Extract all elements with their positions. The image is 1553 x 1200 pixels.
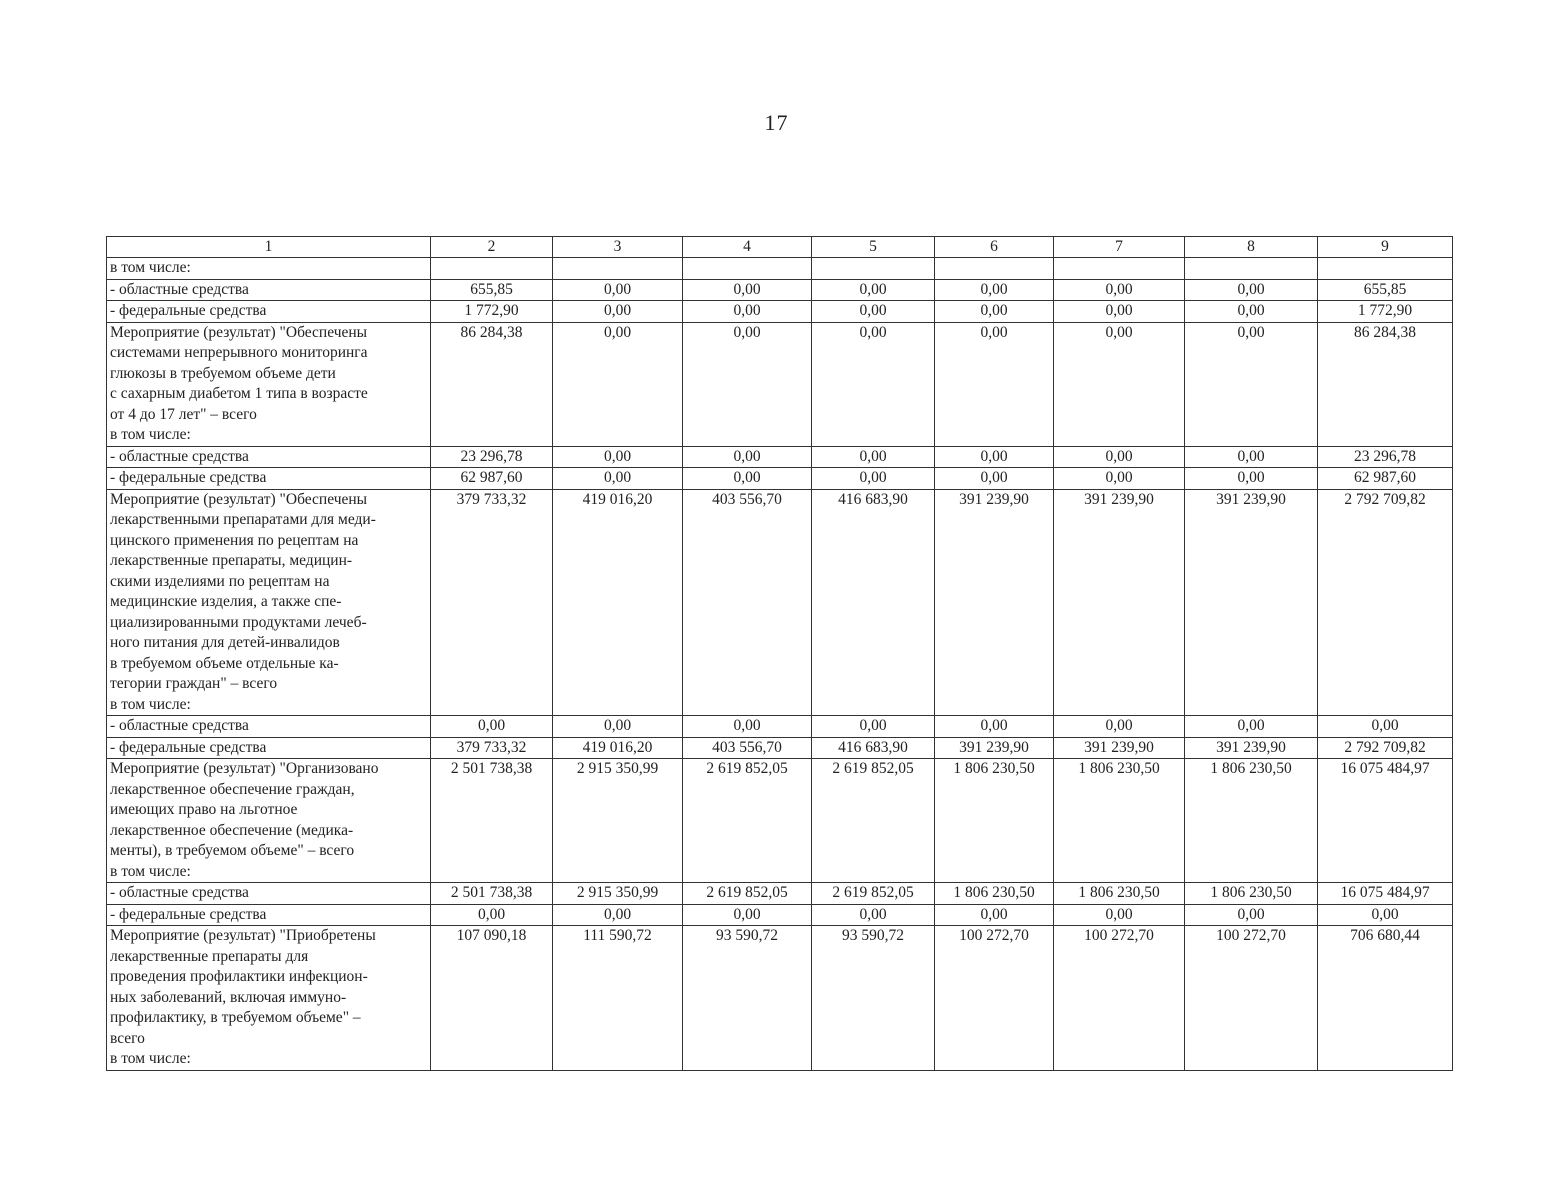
value-cell: 2 619 852,05 [683, 759, 812, 883]
table-row [107, 468, 1453, 490]
page-number: 17 [764, 110, 789, 135]
value-cell: 0,00 [812, 468, 935, 490]
row-label-line: в том числе: [110, 695, 191, 713]
row-label [107, 904, 431, 926]
row-label-line: - федеральные средства [110, 469, 267, 486]
value-cell: 2 619 852,05 [683, 883, 812, 905]
budget-table [106, 236, 1453, 1071]
value-cell [1185, 258, 1318, 280]
value-cell: 2 792 709,82 [1318, 489, 1453, 716]
row-label-line: - областные средства [110, 884, 249, 901]
value-cell: 0,00 [1318, 716, 1453, 738]
value-cell: 0,00 [553, 468, 683, 490]
value-cell: 0,00 [1185, 716, 1318, 738]
value-cell: 403 556,70 [683, 489, 812, 716]
value-cell: 0,00 [431, 716, 553, 738]
value-cell [935, 258, 1054, 280]
value-cell: 0,00 [1054, 301, 1185, 323]
value-cell [431, 258, 553, 280]
row-label-line: системами непрерывного мониторинга [110, 344, 368, 361]
value-cell: 0,00 [1054, 904, 1185, 926]
value-cell: 2 619 852,05 [812, 883, 935, 905]
value-cell: 93 590,72 [812, 926, 935, 1071]
value-cell: 391 239,90 [935, 737, 1054, 759]
row-label [107, 258, 431, 280]
row-label-line: тегории граждан" – всего [110, 675, 278, 692]
row-label [107, 737, 431, 759]
value-cell: 0,00 [683, 301, 812, 323]
column-number-9: 9 [1318, 237, 1453, 258]
row-label-line: в том числе: [110, 259, 191, 276]
column-number-5: 5 [812, 237, 935, 258]
value-cell: 0,00 [812, 322, 935, 446]
row-label-line: в том числе: [110, 426, 191, 443]
row-label [107, 468, 431, 490]
row-label-line: профилактику, в требуемом объеме" – [110, 1009, 361, 1026]
value-cell: 0,00 [812, 716, 935, 738]
row-label-line: - областные средства [110, 717, 249, 734]
value-cell: 0,00 [553, 322, 683, 446]
table-row [107, 301, 1453, 323]
value-cell: 0,00 [812, 904, 935, 926]
value-cell: 2 619 852,05 [812, 759, 935, 883]
value-cell: 0,00 [553, 446, 683, 468]
value-cell [1318, 258, 1453, 280]
value-cell: 1 772,90 [431, 301, 553, 323]
table-row [107, 716, 1453, 738]
row-label-line: - федеральные средства [110, 905, 267, 923]
row-label [107, 926, 431, 1071]
table-row [107, 926, 1453, 1071]
row-label [107, 716, 431, 738]
value-cell: 0,00 [1185, 468, 1318, 490]
value-cell: 100 272,70 [935, 926, 1054, 1071]
value-cell: 391 239,90 [935, 489, 1054, 716]
value-cell [812, 258, 935, 280]
row-label-line: с сахарным диабетом 1 типа в возрасте [110, 385, 368, 402]
row-label-line: в том числе: [110, 862, 191, 880]
row-label-line: имеющих право на льготное [110, 801, 298, 818]
value-cell: 0,00 [935, 446, 1054, 468]
row-label-line: - областные средства [110, 280, 249, 298]
value-cell: 0,00 [683, 446, 812, 468]
value-cell: 1 806 230,50 [1185, 759, 1318, 883]
row-label-line: лекарственные препараты, медицин- [110, 552, 353, 569]
table-row [107, 279, 1453, 301]
value-cell: 1 806 230,50 [935, 759, 1054, 883]
value-cell: 2 501 738,38 [431, 883, 553, 905]
row-label [107, 489, 431, 716]
value-cell: 706 680,44 [1318, 926, 1453, 1071]
row-label-line: менты), в требуемом объеме" – всего [110, 842, 355, 859]
row-label-line: Мероприятие (результат) "Обеспечены [110, 323, 368, 341]
table-row [107, 737, 1453, 759]
value-cell: 0,00 [1185, 279, 1318, 301]
row-label-line: лекарственными препаратами для меди- [110, 511, 376, 528]
value-cell: 0,00 [1054, 468, 1185, 490]
value-cell: 0,00 [683, 904, 812, 926]
row-label-line: цинского применения по рецептам на [110, 531, 359, 549]
value-cell: 0,00 [935, 279, 1054, 301]
value-cell: 0,00 [683, 322, 812, 446]
value-cell: 23 296,78 [1318, 446, 1453, 468]
value-cell: 379 733,32 [431, 489, 553, 716]
value-cell: 0,00 [1185, 904, 1318, 926]
row-label-line: лекарственные препараты для [110, 947, 309, 965]
row-label [107, 759, 431, 883]
value-cell [553, 258, 683, 280]
value-cell: 2 915 350,99 [553, 759, 683, 883]
value-cell: 16 075 484,97 [1318, 883, 1453, 905]
table-header-row [107, 237, 1453, 258]
value-cell: 16 075 484,97 [1318, 759, 1453, 883]
value-cell: 1 772,90 [1318, 301, 1453, 323]
value-cell: 0,00 [812, 446, 935, 468]
row-label-line: - федеральные средства [110, 302, 267, 319]
table-row [107, 489, 1453, 716]
value-cell: 0,00 [1054, 716, 1185, 738]
value-cell: 391 239,90 [1054, 737, 1185, 759]
value-cell: 0,00 [1185, 322, 1318, 446]
value-cell: 391 239,90 [1054, 489, 1185, 716]
value-cell: 86 284,38 [431, 322, 553, 446]
value-cell: 111 590,72 [553, 926, 683, 1071]
row-label-line: лекарственное обеспечение (медика- [110, 821, 354, 839]
row-label [107, 301, 431, 323]
table-row [107, 322, 1453, 446]
value-cell [1054, 258, 1185, 280]
value-cell: 0,00 [1185, 446, 1318, 468]
value-cell: 0,00 [1054, 279, 1185, 301]
value-cell: 416 683,90 [812, 489, 935, 716]
table-row [107, 258, 1453, 280]
row-label-line: проведения профилактики инфекцион- [110, 968, 368, 985]
row-label-line: Мероприятие (результат) "Приобретены [110, 927, 376, 944]
value-cell: 93 590,72 [683, 926, 812, 1071]
value-cell: 391 239,90 [1185, 489, 1318, 716]
value-cell: 416 683,90 [812, 737, 935, 759]
row-label-line: циализированными продуктами лечеб- [110, 613, 367, 631]
value-cell: 391 239,90 [1185, 737, 1318, 759]
row-label [107, 883, 431, 905]
value-cell: 0,00 [812, 301, 935, 323]
value-cell: 0,00 [553, 904, 683, 926]
value-cell: 2 501 738,38 [431, 759, 553, 883]
value-cell: 0,00 [553, 279, 683, 301]
value-cell: 0,00 [1185, 301, 1318, 323]
value-cell: 0,00 [431, 904, 553, 926]
value-cell: 0,00 [812, 279, 935, 301]
row-label-line: глюкозы в требуемом объеме дети [110, 364, 336, 382]
row-label-line: - федеральные средства [110, 738, 267, 756]
value-cell: 379 733,32 [431, 737, 553, 759]
row-label-line: Мероприятие (результат) "Обеспечены [110, 490, 368, 508]
value-cell: 62 987,60 [431, 468, 553, 490]
value-cell: 100 272,70 [1054, 926, 1185, 1071]
value-cell: 419 016,20 [553, 737, 683, 759]
value-cell: 2 792 709,82 [1318, 737, 1453, 759]
value-cell: 100 272,70 [1185, 926, 1318, 1071]
value-cell: 1 806 230,50 [1054, 883, 1185, 905]
table-row [107, 759, 1453, 883]
row-label-line: ного питания для детей-инвалидов [110, 634, 340, 651]
value-cell: 0,00 [553, 716, 683, 738]
row-label-line: скими изделиями по рецептам на [110, 572, 330, 590]
table-row [107, 904, 1453, 926]
row-label-line: в том числе: [110, 1050, 191, 1067]
column-number-6: 6 [935, 237, 1054, 258]
value-cell: 0,00 [683, 468, 812, 490]
row-label-line: всего [110, 1029, 145, 1047]
value-cell: 0,00 [1318, 904, 1453, 926]
value-cell: 0,00 [935, 322, 1054, 446]
value-cell: 23 296,78 [431, 446, 553, 468]
value-cell: 0,00 [1054, 446, 1185, 468]
value-cell: 0,00 [553, 301, 683, 323]
row-label-line: Мероприятие (результат) "Организовано [110, 760, 379, 777]
value-cell: 0,00 [935, 301, 1054, 323]
row-label-line: от 4 до 17 лет" – всего [110, 405, 257, 423]
value-cell: 0,00 [1054, 322, 1185, 446]
column-number-4: 4 [683, 237, 812, 258]
value-cell: 655,85 [1318, 279, 1453, 301]
value-cell: 655,85 [431, 279, 553, 301]
row-label-line: медицинские изделия, а также спе- [110, 593, 342, 610]
column-number-8: 8 [1185, 237, 1318, 258]
value-cell [683, 258, 812, 280]
value-cell: 1 806 230,50 [1185, 883, 1318, 905]
column-number-1: 1 [107, 237, 431, 258]
table-row [107, 446, 1453, 468]
value-cell: 419 016,20 [553, 489, 683, 716]
table-row [107, 883, 1453, 905]
row-label [107, 279, 431, 301]
value-cell: 403 556,70 [683, 737, 812, 759]
row-label-line: лекарственное обеспечение граждан, [110, 780, 355, 798]
value-cell: 0,00 [935, 468, 1054, 490]
row-label-line: - областные средства [110, 447, 249, 465]
column-number-7: 7 [1054, 237, 1185, 258]
value-cell: 0,00 [935, 716, 1054, 738]
value-cell: 62 987,60 [1318, 468, 1453, 490]
value-cell: 86 284,38 [1318, 322, 1453, 446]
value-cell: 0,00 [935, 904, 1054, 926]
value-cell: 107 090,18 [431, 926, 553, 1071]
row-label-line: в требуемом объеме отдельные ка- [110, 654, 339, 672]
value-cell: 0,00 [683, 279, 812, 301]
value-cell: 1 806 230,50 [935, 883, 1054, 905]
row-label [107, 446, 431, 468]
value-cell: 2 915 350,99 [553, 883, 683, 905]
row-label-line: ных заболеваний, включая иммуно- [110, 988, 347, 1006]
column-number-3: 3 [553, 237, 683, 258]
value-cell: 1 806 230,50 [1054, 759, 1185, 883]
column-number-2: 2 [431, 237, 553, 258]
row-label [107, 322, 431, 446]
value-cell: 0,00 [683, 716, 812, 738]
